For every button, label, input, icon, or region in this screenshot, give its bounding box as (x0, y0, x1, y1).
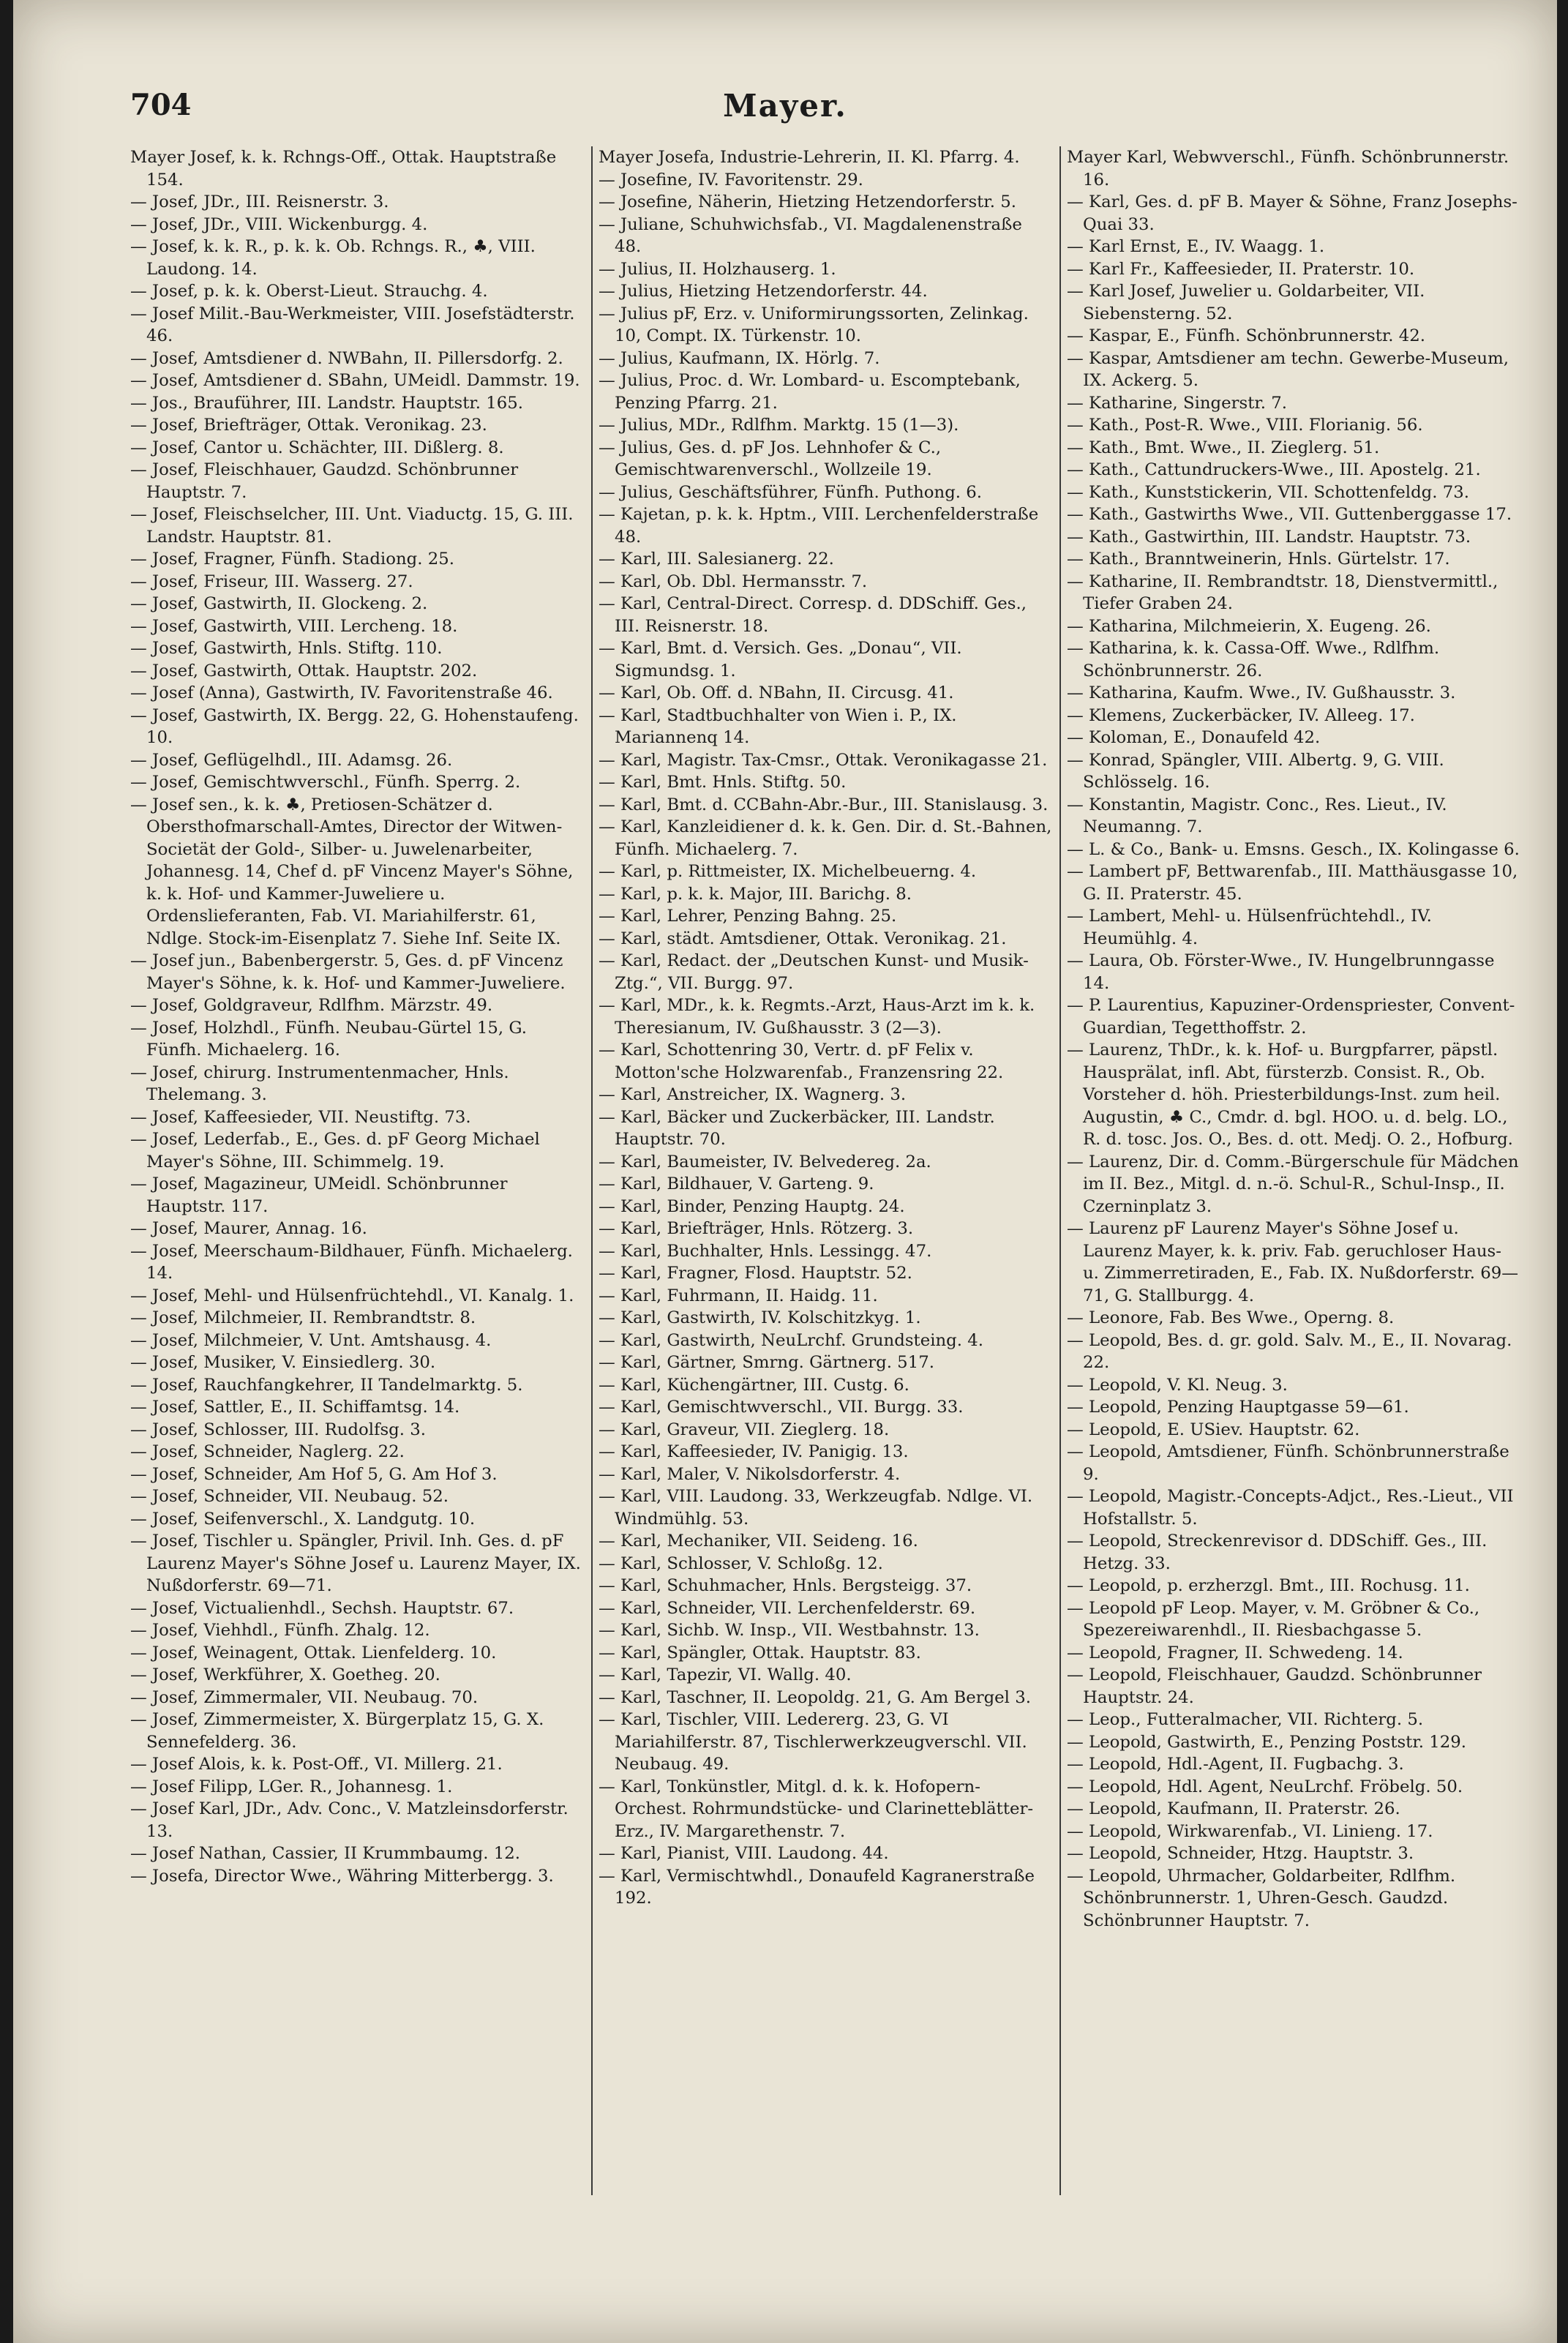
directory-entry: — Josef sen., k. k. ♣, Pretiosen-Schätzer d. Obersthofmarschall-Amtes, Director der Witwen-Societät der Gold-, Silber- u. Juwelenarbeiter, Johannesg. 14, Chef d. pF Vincenz Mayer's Söhne, k. k. Hof- und Kammer-Juweliere u. Ordenslieferanten, Fab. VI. Mariahilferstr. 61, Ndlge. Stock-im-Eisenplatz 7. Siehe Inf. Seite IX. (130, 795, 574, 948)
directory-entry: — Josef jun., Babenbergerstr. 5, Ges. d. pF Vincenz Mayer's Söhne, k. k. Hof- und Kammer-Juweliere. (130, 951, 566, 993)
directory-entry: — Josef, Mehl- und Hülsenfrüchtehdl., VI. Kanalg. 1. (130, 1286, 574, 1305)
directory-entry: — Josef, Gemischtwverschl., Fünfh. Sperrg. 2. (130, 773, 521, 792)
directory-entry: — Josef, Amtsdiener d. NWBahn, II. Pillersdorfg. 2. (130, 348, 563, 368)
directory-entry: — Karl, Taschner, II. Leopoldg. 21, G. Am Bergel 3. (599, 1687, 1031, 1707)
directory-entry: — Josef, p. k. k. Oberst-Lieut. Strauchg. 4. (130, 282, 488, 301)
directory-entry: — Josef Karl, JDr., Adv. Conc., V. Matzleinsdorferstr. 13. (130, 1799, 569, 1841)
directory-entry: — Karl, Redact. der „Deutschen Kunst- und Musik-Ztg.“, VII. Burgg. 97. (599, 951, 1029, 993)
directory-entry: — Julius, Proc. d. Wr. Lombard- u. Escomptebank, Penzing Pfarrg. 21. (599, 371, 1021, 413)
directory-entry: — Josef, Milchmeier, V. Unt. Amtshausg. 4. (130, 1330, 492, 1350)
directory-entry: — Josef, Kaffeesieder, VII. Neustiftg. 73. (130, 1107, 471, 1127)
directory-entry: — Josef, Fleischselcher, III. Unt. Viaductg. 15, G. III. Landstr. Hauptstr. 81. (130, 505, 574, 547)
running-head: Mayer. (723, 88, 847, 124)
directory-entry: — Kaspar, Amtsdiener am techn. Gewerbe-Museum, IX. Ackerg. 5. (1067, 348, 1509, 390)
directory-entry: — Karl Fr., Kaffeesieder, II. Praterstr. 10. (1067, 259, 1415, 279)
directory-entry: — Leopold, Hdl. Agent, NeuLrchf. Fröbelg. 50. (1067, 1777, 1463, 1796)
directory-entry: — Karl, Spängler, Ottak. Hauptstr. 83. (599, 1643, 921, 1662)
directory-entry: — Karl, Schneider, VII. Lerchenfelderstr. 69. (599, 1598, 976, 1618)
directory-entry: — Karl, Vermischtwhdl., Donaufeld Kagranerstraße 192. (599, 1866, 1035, 1908)
directory-entry: — Karl, Briefträger, Hnls. Rötzerg. 3. (599, 1219, 914, 1238)
directory-entry: — Leopold, Bes. d. gr. gold. Salv. M., E., II. Novarag. 22. (1067, 1330, 1512, 1372)
directory-entry: Mayer Karl, Webwverschl., Fünfh. Schönbrunnerstr. 16. (1067, 148, 1509, 190)
directory-page (13, 0, 1557, 2343)
directory-entry: — Josef, Schlosser, III. Rudolfsg. 3. (130, 1420, 427, 1439)
directory-entry: — Leopold, E. USiev. Hauptstr. 62. (1067, 1420, 1360, 1439)
directory-entry: — Karl, Bäcker und Zuckerbäcker, III. Landstr. Hauptstr. 70. (599, 1107, 995, 1149)
directory-entry: — Laurenz, Dir. d. Comm.-Bürgerschule für Mädchen im II. Bez., Mitgl. d. n.-ö. Schul-R., Schul-Insp., II. Czerninplatz 3. (1067, 1152, 1519, 1216)
directory-entry: — Leonore, Fab. Bes Wwe., Operng. 8. (1067, 1308, 1395, 1327)
directory-entry: — Karl, Magistr. Tax-Cmsr., Ottak. Veronikagasse 21. (599, 750, 1048, 770)
directory-entry: — Karl, Sichb. W. Insp., VII. Westbahnstr. 13. (599, 1621, 980, 1640)
directory-entry: — Josef, Weinagent, Ottak. Lienfelderg. 10. (130, 1643, 497, 1662)
directory-entry: — Julius, Kaufmann, IX. Hörlg. 7. (599, 348, 880, 368)
directory-entry: — Julius, MDr., Rdlfhm. Marktg. 15 (1—3). (599, 416, 959, 435)
directory-entry: — Leopold, Hdl.-Agent, II. Fugbachg. 3. (1067, 1755, 1404, 1774)
directory-entry: — Karl, MDr., k. k. Regmts.-Arzt, Haus-Arzt im k. k. Theresianum, IV. Gußhausstr. 3 (2—3). (599, 996, 1035, 1038)
directory-entry: — Kath., Branntweinerin, Hnls. Gürtelstr. 17. (1067, 550, 1450, 569)
directory-entry: — Josef, Schneider, Am Hof 5, G. Am Hof 3. (130, 1464, 498, 1484)
directory-entry: — Josefine, Näherin, Hietzing Hetzendorferstr. 5. (599, 192, 1016, 211)
directory-entry: — Josef, Magazineur, UMeidl. Schönbrunner Hauptstr. 117. (130, 1174, 508, 1216)
directory-entry: — Karl, p. k. k. Major, III. Barichg. 8. (599, 884, 912, 904)
column-2 (599, 146, 1052, 2203)
directory-entry: — Josef, Victualienhdl., Sechsh. Hauptstr. 67. (130, 1598, 514, 1618)
directory-entry: — Lambert pF, Bettwarenfab., III. Matthäusgasse 10, G. II. Praterstr. 45. (1067, 862, 1518, 904)
directory-entry: — Karl, Buchhalter, Hnls. Lessingg. 47. (599, 1241, 932, 1261)
directory-entry: — Leopold, Magistr.-Concepts-Adjct., Res.-Lieut., VII Hofstallstr. 5. (1067, 1487, 1514, 1529)
directory-entry: — Konstantin, Magistr. Conc., Res. Lieut., IV. Neumanng. 7. (1067, 795, 1447, 836)
directory-entry: — Karl Josef, Juwelier u. Goldarbeiter, VII. Siebensterng. 52. (1067, 282, 1425, 323)
directory-entry: — Kaspar, E., Fünfh. Schönbrunnerstr. 42. (1067, 326, 1426, 345)
column-1 (130, 146, 584, 2203)
directory-entry: — Leop., Futteralmacher, VII. Richterg. 5. (1067, 1710, 1424, 1729)
directory-entry: — Leopold, Streckenrevisor d. DDSchiff. Ges., III. Hetzg. 33. (1067, 1532, 1488, 1573)
directory-entry: — Josef, Tischler u. Spängler, Privil. Inh. Ges. d. pF Laurenz Mayer's Söhne Josef u. Laurenz Mayer, IX. Nußdorferstr. 69—71. (130, 1532, 581, 1595)
directory-entry: — Karl, Lehrer, Penzing Bahng. 25. (599, 907, 897, 926)
directory-entry: — Koloman, E., Donaufeld 42. (1067, 728, 1321, 747)
column-3 (1067, 146, 1520, 2203)
directory-entry: — Lambert, Mehl- u. Hülsenfrüchtehdl., IV. Heumühlg. 4. (1067, 907, 1432, 948)
directory-entry: — Kath., Cattundruckers-Wwe., III. Apostelg. 21. (1067, 460, 1481, 479)
directory-entry: — Leopold, Gastwirth, E., Penzing Poststr. 129. (1067, 1732, 1466, 1752)
directory-entry: — Juliane, Schuhwichsfab., VI. Magdalenenstraße 48. (599, 214, 1022, 256)
directory-entry: — Josef, Gastwirth, Ottak. Hauptstr. 202. (130, 661, 478, 681)
directory-entry: — Karl, städt. Amtsdiener, Ottak. Veronikag. 21. (599, 929, 1007, 948)
directory-entry: — Julius, II. Holzhauserg. 1. (599, 259, 836, 279)
directory-entry: — Josef, Schneider, VII. Neubaug. 52. (130, 1487, 449, 1506)
directory-entry: — Josef, k. k. R., p. k. k. Ob. Rchngs. R., ♣, VIII. Laudong. 14. (130, 237, 536, 279)
directory-entry: — Kath., Bmt. Wwe., II. Zieglerg. 51. (1067, 438, 1380, 457)
directory-entry: — Josef, chirurg. Instrumentenmacher, Hnls. Thelemang. 3. (130, 1062, 509, 1104)
directory-entry: — Karl, Pianist, VIII. Laudong. 44. (599, 1844, 889, 1863)
directory-entry: — Karl, Fragner, Flosd. Hauptstr. 52. (599, 1264, 912, 1283)
directory-entry: — Josef, Cantor u. Schächter, III. Dißlerg. 8. (130, 438, 504, 457)
directory-entry: — Katharine, II. Rembrandtstr. 18, Dienstvermittl., Tiefer Graben 24. (1067, 571, 1498, 613)
directory-entry: — Karl, Tischler, VIII. Ledererg. 23, G. VI Mariahilferstr. 87, Tischlerwerkzeugverschl. VII. Neubaug. 49. (599, 1710, 1027, 1774)
directory-entry: — Karl, Ob. Dbl. Hermansstr. 7. (599, 571, 868, 591)
directory-entry: — Julius, Geschäftsführer, Fünfh. Puthong. 6. (599, 482, 983, 502)
directory-entry: — Karl, Mechaniker, VII. Seideng. 16. (599, 1532, 918, 1551)
directory-entry: — Josef, Rauchfangkehrer, II Tandelmarktg. 5. (130, 1375, 523, 1395)
directory-entry: — Karl, Küchengärtner, III. Custg. 6. (599, 1375, 909, 1395)
directory-entry: — Karl, Bildhauer, V. Garteng. 9. (599, 1174, 874, 1193)
directory-entry: — Josef, Werkführer, X. Goetheg. 20. (130, 1665, 440, 1684)
directory-entry: — Josefine, IV. Favoritenstr. 29. (599, 170, 863, 190)
directory-entry: — Leopold, Kaufmann, II. Praterstr. 26. (1067, 1799, 1400, 1818)
directory-entry: — Josef, Musiker, V. Einsiedlerg. 30. (130, 1353, 436, 1372)
directory-entry: — Leopold, p. erzherzgl. Bmt., III. Rochusg. 11. (1067, 1576, 1470, 1595)
page-number: 704 (130, 88, 192, 122)
directory-entry: — Julius, Ges. d. pF Jos. Lehnhofer & C., Gemischtwarenverschl., Wollzeile 19. (599, 438, 942, 479)
directory-entry: — Karl, Baumeister, IV. Belvedereg. 2a. (599, 1152, 931, 1172)
directory-entry: — Konrad, Spängler, VIII. Albertg. 9, G. VIII. Schlösselg. 16. (1067, 750, 1444, 792)
directory-entry: — Katharina, Milchmeierin, X. Eugeng. 26. (1067, 616, 1431, 636)
directory-entry: — Laurenz, ThDr., k. k. Hof- u. Burgpfarrer, päpstl. Hausprälat, infl. Abt, fürsterzb. Consist. R., Ob. Vorsteher d. höh. Priesterbildungs-Inst. zum heil. Augustin, ♣ C., Cmdr. d. bgl. HOO. u. d. belg. LO., R. d. tosc. Jos. O., Bes. d. ott. Medj. O. 2., Hofburg. (1067, 1041, 1513, 1149)
directory-entry: — Leopold, Uhrmacher, Goldarbeiter, Rdlfhm. Schönbrunnerstr. 1, Uhren-Gesch. Gaudzd. Schönbrunner Hauptstr. 7. (1067, 1866, 1456, 1930)
directory-entry: — Karl, Tapezir, VI. Wallg. 40. (599, 1665, 852, 1684)
directory-entry: — Karl, Gastwirth, IV. Kolschitzkyg. 1. (599, 1308, 921, 1327)
directory-entry: — Karl, Fuhrmann, II. Haidg. 11. (599, 1286, 878, 1305)
directory-entry: — Karl, Schottenring 30, Vertr. d. pF Felix v. Motton'sche Holzwarenfab., Franzensring 22. (599, 1041, 1004, 1082)
directory-entry: — Josef Alois, k. k. Post-Off., VI. Millerg. 21. (130, 1755, 503, 1774)
directory-entry: — Karl, Kaffeesieder, IV. Panigig. 13. (599, 1442, 909, 1461)
directory-entry: — Karl, Schuhmacher, Hnls. Bergsteigg. 37. (599, 1576, 972, 1595)
directory-entry: — Josef Filipp, LGer. R., Johannesg. 1. (130, 1777, 453, 1796)
directory-entry: — Josef, Briefträger, Ottak. Veronikag. 23. (130, 416, 487, 435)
directory-entry: — Laurenz pF Laurenz Mayer's Söhne Josef u. Laurenz Mayer, k. k. priv. Fab. geruchloser Haus- u. Zimmerretiraden, E., Fab. IX. Nußdorferstr. 69—71, G. Stallburgg. 4. (1067, 1219, 1519, 1305)
directory-entry: — Kath., Gastwirths Wwe., VII. Guttenberggasse 17. (1067, 505, 1512, 524)
directory-entry: — Karl, Anstreicher, IX. Wagnerg. 3. (599, 1085, 907, 1104)
directory-entry: — Julius, Hietzing Hetzendorferstr. 44. (599, 282, 928, 301)
directory-entry: — Karl, Bmt. d. Versich. Ges. „Donau“, VII. Sigmundsg. 1. (599, 639, 962, 681)
directory-entry: — Josef (Anna), Gastwirth, IV. Favoritenstraße 46. (130, 683, 553, 702)
directory-entry: — Karl, Ges. d. pF B. Mayer & Söhne, Franz Josephs-Quai 33. (1067, 192, 1518, 234)
directory-entry: — L. & Co., Bank- u. Emsns. Gesch., IX. Kolingasse 6. (1067, 839, 1520, 859)
directory-entry: — Karl, Central-Direct. Corresp. d. DDSchiff. Ges., III. Reisnerstr. 18. (599, 594, 1027, 636)
directory-entry: — Josef, JDr., III. Reisnerstr. 3. (130, 192, 389, 211)
directory-entry: — Josef, Seifenverschl., X. Landgutg. 10. (130, 1509, 476, 1529)
directory-entry: — Karl, Stadtbuchhalter von Wien i. P., IX. Mariannenq 14. (599, 705, 957, 747)
directory-entry: — Josef, Holzhdl., Fünfh. Neubau-Gürtel 15, G. Fünfh. Michaelerg. 16. (130, 1018, 528, 1060)
directory-entry: — Leopold, Fleischhauer, Gaudzd. Schönbrunner Hauptstr. 24. (1067, 1665, 1482, 1707)
directory-entry: — Josef, Zimmermeister, X. Bürgerplatz 15, G. X. Sennefelderg. 36. (130, 1710, 544, 1752)
directory-entry: — Karl Ernst, E., IV. Waagg. 1. (1067, 237, 1325, 256)
directory-entry: — Karl, Gärtner, Smrng. Gärtnerg. 517. (599, 1353, 934, 1372)
directory-entry: — Karl, Schlosser, V. Schloßg. 12. (599, 1553, 883, 1573)
directory-entry: — Josef, Maurer, Annag. 16. (130, 1219, 367, 1238)
directory-entry: — Karl, Kanzleidiener d. k. k. Gen. Dir. d. St.-Bahnen, Fünfh. Michaelerg. 7. (599, 817, 1052, 859)
directory-entry: — Jos., Brauführer, III. Landstr. Hauptstr. 165. (130, 393, 524, 413)
directory-entry: — Josef, Meerschaum-Bildhauer, Fünfh. Michaelerg. 14. (130, 1241, 573, 1283)
directory-entry: — Leopold, Penzing Hauptgasse 59—61. (1067, 1398, 1409, 1417)
directory-entry: — Josef, Gastwirth, II. Glockeng. 2. (130, 594, 428, 613)
directory-entry: — Karl, VIII. Laudong. 33, Werkzeugfab. Ndlge. VI. Windmühlg. 53. (599, 1487, 1033, 1529)
directory-entry: — Josef, Gastwirth, IX. Bergg. 22, G. Hohenstaufeng. 10. (130, 705, 579, 747)
directory-entry: — Karl, Bmt. Hnls. Stiftg. 50. (599, 773, 847, 792)
directory-entry: — Josef, Milchmeier, II. Rembrandtstr. 8. (130, 1308, 476, 1327)
directory-entry: — Josef Nathan, Cassier, II Krummbaumg. 12. (130, 1844, 520, 1863)
directory-entry: — Josef, Zimmermaler, VII. Neubaug. 70. (130, 1687, 479, 1707)
directory-entry: — Karl, p. Rittmeister, IX. Michelbeuerng. 4. (599, 862, 977, 881)
directory-entry: — Karl, Gastwirth, NeuLrchf. Grundsteing. 4. (599, 1330, 983, 1350)
directory-entry: — Josefa, Director Wwe., Währing Mitterbergg. 3. (130, 1866, 554, 1886)
directory-entry: — Kath., Post-R. Wwe., VIII. Florianig. 56. (1067, 416, 1423, 435)
directory-entry: — Karl, III. Salesianerg. 22. (599, 550, 834, 569)
directory-entry: — Julius pF, Erz. v. Uniformirungssorten, Zelinkag. 10, Compt. IX. Türkenstr. 10. (599, 304, 1029, 345)
column-rule (591, 146, 593, 2195)
directory-entry: — Josef, Gastwirth, Hnls. Stiftg. 110. (130, 639, 443, 658)
directory-entry: — Katharine, Singerstr. 7. (1067, 393, 1288, 413)
directory-entry: — Leopold pF Leop. Mayer, v. M. Gröbner & Co., Spezereiwarenhdl., II. Riesbachgasse 5. (1067, 1598, 1480, 1640)
directory-entry: — P. Laurentius, Kapuziner-Ordenspriester, Convent-Guardian, Tegetthoffstr. 2. (1067, 996, 1515, 1038)
directory-entry: — Kajetan, p. k. k. Hptm., VIII. Lerchenfelderstraße 48. (599, 505, 1039, 547)
directory-entry: — Leopold, Schneider, Htzg. Hauptstr. 3. (1067, 1844, 1414, 1863)
directory-entry: — Josef, Fragner, Fünfh. Stadiong. 25. (130, 550, 454, 569)
directory-entry: — Josef Milit.-Bau-Werkmeister, VIII. Josefstädterstr. 46. (130, 304, 575, 345)
directory-entry: — Karl, Ob. Off. d. NBahn, II. Circusg. 41. (599, 683, 954, 702)
directory-entry: — Josef, Fleischhauer, Gaudzd. Schönbrunner Hauptstr. 7. (130, 460, 519, 502)
directory-entry: — Josef, Viehhdl., Fünfh. Zhalg. 12. (130, 1621, 430, 1640)
directory-entry: — Josef, Goldgraveur, Rdlfhm. Märzstr. 49. (130, 996, 493, 1015)
directory-entry: — Katharina, Kaufm. Wwe., IV. Gußhausstr. 3. (1067, 683, 1456, 702)
directory-entry: — Leopold, Amtsdiener, Fünfh. Schönbrunnerstraße 9. (1067, 1442, 1509, 1484)
directory-entry: — Josef, Gastwirth, VIII. Lercheng. 18. (130, 616, 458, 636)
directory-entry: — Laura, Ob. Förster-Wwe., IV. Hungelbrunngasse 14. (1067, 951, 1495, 993)
directory-entry: — Kath., Kunststickerin, VII. Schottenfeldg. 73. (1067, 482, 1469, 502)
directory-entry: — Karl, Maler, V. Nikolsdorferstr. 4. (599, 1464, 901, 1484)
directory-entry: — Josef, Geflügelhdl., III. Adamsg. 26. (130, 750, 453, 770)
page-header (13, 88, 1557, 139)
directory-entry: — Karl, Bmt. d. CCBahn-Abr.-Bur., III. Stanislausg. 3. (599, 795, 1049, 814)
directory-entry: — Josef, Sattler, E., II. Schiffamtsg. 14. (130, 1398, 460, 1417)
directory-entry: — Josef, Schneider, Naglerg. 22. (130, 1442, 405, 1461)
directory-entry: — Josef, Amtsdiener d. SBahn, UMeidl. Dammstr. 19. (130, 371, 580, 390)
column-rule (1059, 146, 1061, 2195)
directory-entry: Mayer Josefa, Industrie-Lehrerin, II. Kl. Pfarrg. 4. (599, 148, 1020, 167)
directory-entry: — Josef, Lederfab., E., Ges. d. pF Georg Michael Mayer's Söhne, III. Schimmelg. 19. (130, 1130, 540, 1172)
directory-entry: Mayer Josef, k. k. Rchngs-Off., Ottak. Hauptstraße 154. (130, 148, 557, 190)
directory-entry: — Katharina, k. k. Cassa-Off. Wwe., Rdlfhm. Schönbrunnerstr. 26. (1067, 639, 1440, 681)
directory-entry: — Josef, JDr., VIII. Wickenburgg. 4. (130, 214, 428, 234)
directory-entry: — Karl, Binder, Penzing Hauptg. 24. (599, 1196, 905, 1216)
directory-entry: — Leopold, V. Kl. Neug. 3. (1067, 1375, 1288, 1395)
directory-entry: — Karl, Tonkünstler, Mitgl. d. k. k. Hofopern-Orchest. Rohrmundstücke- und Clarinetteblätter-Erz., IV. Margarethenstr. 7. (599, 1777, 1034, 1841)
directory-entry: — Klemens, Zuckerbäcker, IV. Alleeg. 17. (1067, 705, 1415, 725)
directory-entry: — Karl, Gemischtwverschl., VII. Burgg. 33. (599, 1398, 964, 1417)
directory-entry: — Josef, Friseur, III. Wasserg. 27. (130, 571, 413, 591)
directory-entry: — Leopold, Wirkwarenfab., VI. Linieng. 17. (1067, 1821, 1433, 1841)
directory-entry: — Karl, Graveur, VII. Zieglerg. 18. (599, 1420, 890, 1439)
directory-entry: — Leopold, Fragner, II. Schwedeng. 14. (1067, 1643, 1403, 1662)
directory-entry: — Kath., Gastwirthin, III. Landstr. Hauptstr. 73. (1067, 527, 1471, 547)
